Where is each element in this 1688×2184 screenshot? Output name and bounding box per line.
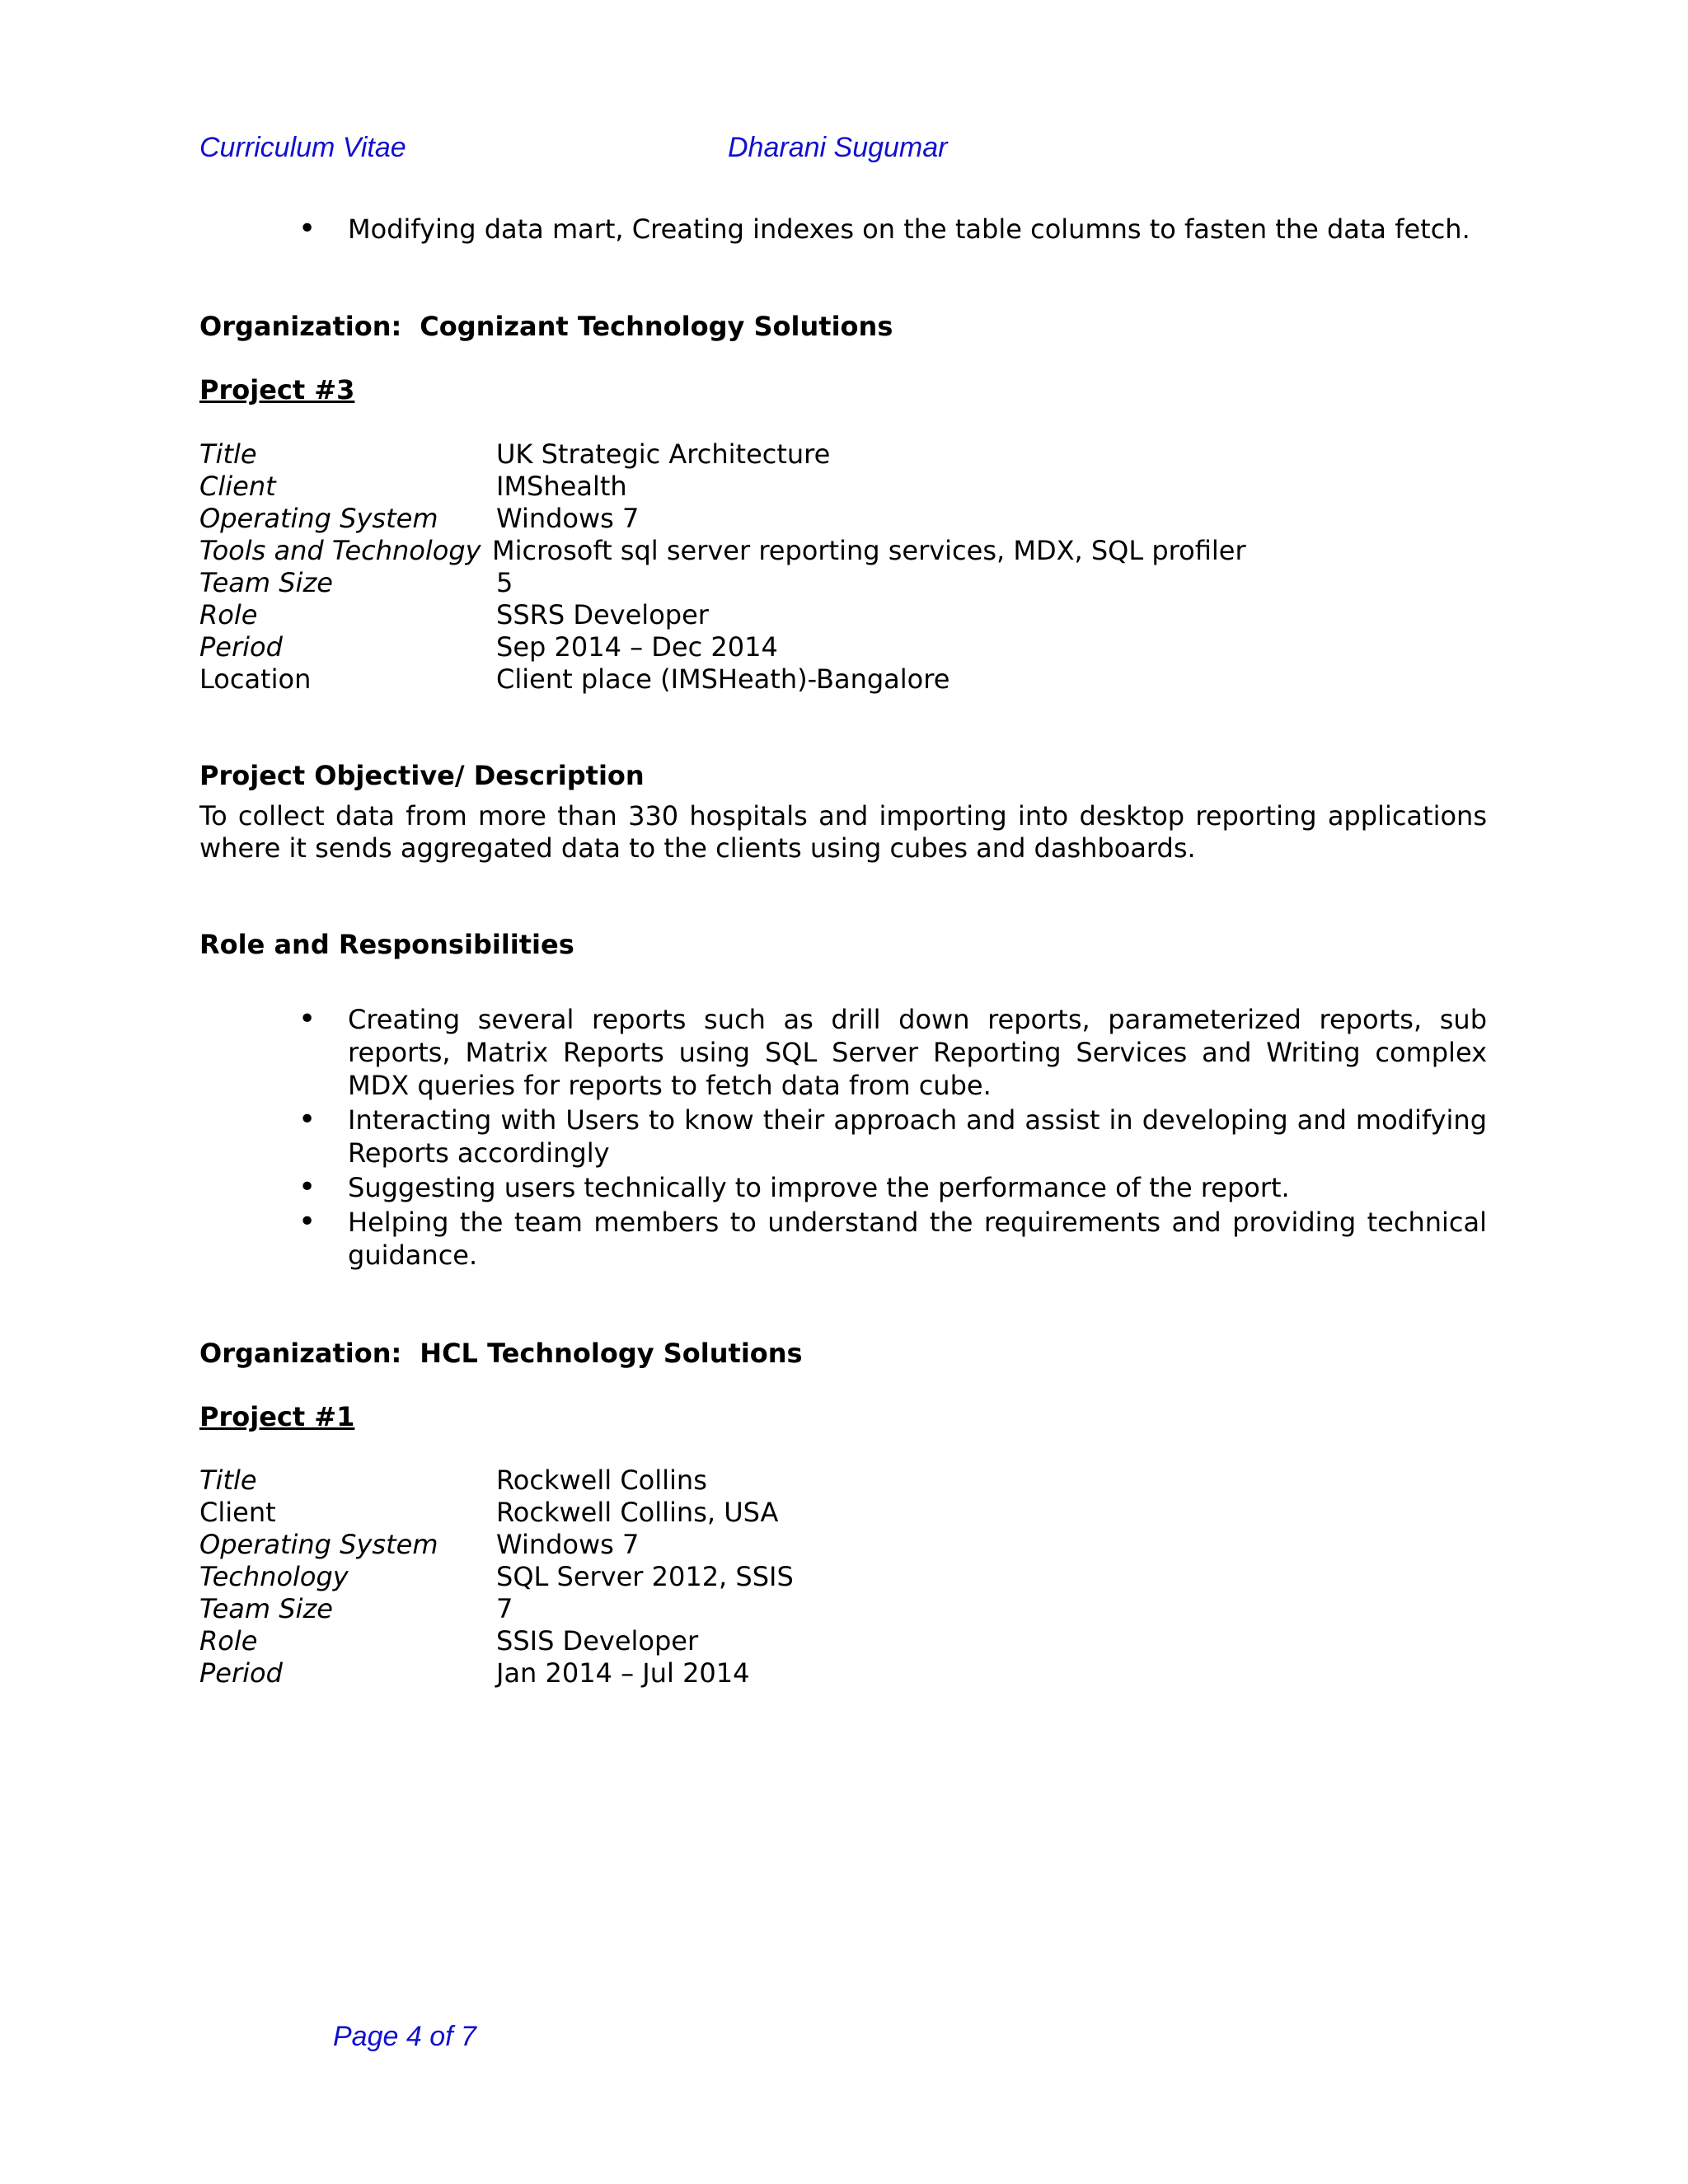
project-heading: Project #3 [199, 374, 355, 405]
detail-value: Rockwell Collins [496, 1465, 707, 1496]
table-row [199, 535, 1250, 567]
detail-label: Team Size [199, 567, 333, 598]
detail-value: SSRS Developer [496, 599, 709, 630]
list-item: • Creating several reports such as drill down reports, parameterized reports, sub reports, Matrix Reports using SQL Server Reporting Services and Writing complex MDX queries for reports to fetch data from cube. [298, 1003, 1487, 1102]
organization-line [199, 311, 893, 342]
detail-value: 5 [496, 567, 513, 598]
list-item: • Helping the team members to understand the requirements and providing technical guidance. [298, 1206, 1487, 1272]
responsibilities-list [298, 1003, 1487, 1273]
project-details-table [199, 1465, 794, 1690]
table-row [199, 631, 1250, 663]
detail-value: Windows 7 [496, 503, 640, 534]
detail-label: Tools and Technology [199, 535, 481, 566]
detail-value: IMShealth [496, 471, 627, 502]
detail-label: Period [199, 631, 283, 663]
table-row [199, 503, 1250, 535]
detail-label: Location [199, 663, 312, 695]
organization-name: HCL Technology Solutions [420, 1338, 803, 1369]
table-row [199, 1593, 794, 1625]
table-row [199, 1561, 794, 1593]
list-item: • Suggesting users technically to improve the performance of the report. [298, 1171, 1487, 1204]
detail-label: Client [199, 1497, 276, 1528]
objective-paragraph: To collect data from more than 330 hospitals and importing into desktop reporting applications where it sends aggregated data to the clients using cubes and dashboards. [199, 800, 1487, 864]
section-heading: Role and Responsibilities [199, 929, 574, 960]
detail-label: Operating System [199, 1529, 438, 1560]
table-row [199, 1529, 794, 1561]
detail-label: Technology [199, 1561, 349, 1592]
detail-value: Jan 2014 – Jul 2014 [496, 1657, 750, 1689]
organization-line [199, 1338, 803, 1369]
table-row [199, 1465, 794, 1497]
detail-value: Microsoft sql server reporting services, MDX, SQL profiler [492, 535, 1246, 566]
organization-name: Cognizant Technology Solutions [420, 311, 893, 342]
table-row [199, 599, 1250, 631]
list-item: • Interacting with Users to know their approach and assist in developing and modifying Reports accordingly [298, 1104, 1487, 1169]
table-row [199, 567, 1250, 599]
detail-value: Sep 2014 – Dec 2014 [496, 631, 778, 663]
table-row [199, 1497, 794, 1529]
detail-label: Role [199, 599, 258, 630]
detail-label: Team Size [199, 1593, 333, 1624]
table-row [199, 1625, 794, 1657]
detail-value: Windows 7 [496, 1529, 640, 1560]
detail-label: Period [199, 1657, 283, 1689]
header-doc-title: Curriculum Vitae [199, 132, 406, 163]
list-item: • Modifying data mart, Creating indexes on the table columns to fasten the data fetch. [298, 213, 1487, 246]
detail-value: Rockwell Collins, USA [496, 1497, 779, 1528]
organization-label: Organization: [199, 1338, 402, 1369]
detail-label: Role [199, 1625, 258, 1657]
detail-label: Title [199, 1465, 257, 1496]
section-heading: Project Objective/ Description [199, 760, 645, 791]
detail-value: UK Strategic Architecture [496, 438, 831, 470]
table-row [199, 438, 1250, 471]
detail-value: 7 [496, 1593, 513, 1624]
table-row [199, 663, 1250, 696]
project-details-table [199, 438, 1250, 696]
carry-over-bullet-list [298, 213, 1487, 247]
detail-value: SQL Server 2012, SSIS [496, 1561, 794, 1592]
detail-label: Title [199, 438, 257, 470]
detail-label: Operating System [199, 503, 438, 534]
detail-label: Client [199, 471, 276, 502]
organization-label: Organization: [199, 311, 402, 342]
table-row [199, 1657, 794, 1690]
table-row [199, 471, 1250, 503]
footer-page-number: Page 4 of 7 [333, 2021, 476, 2052]
project-heading: Project #1 [199, 1401, 355, 1432]
header-author-name: Dharani Sugumar [728, 132, 948, 163]
detail-value: SSIS Developer [496, 1625, 699, 1657]
detail-value: Client place (IMSHeath)-Bangalore [496, 663, 950, 695]
